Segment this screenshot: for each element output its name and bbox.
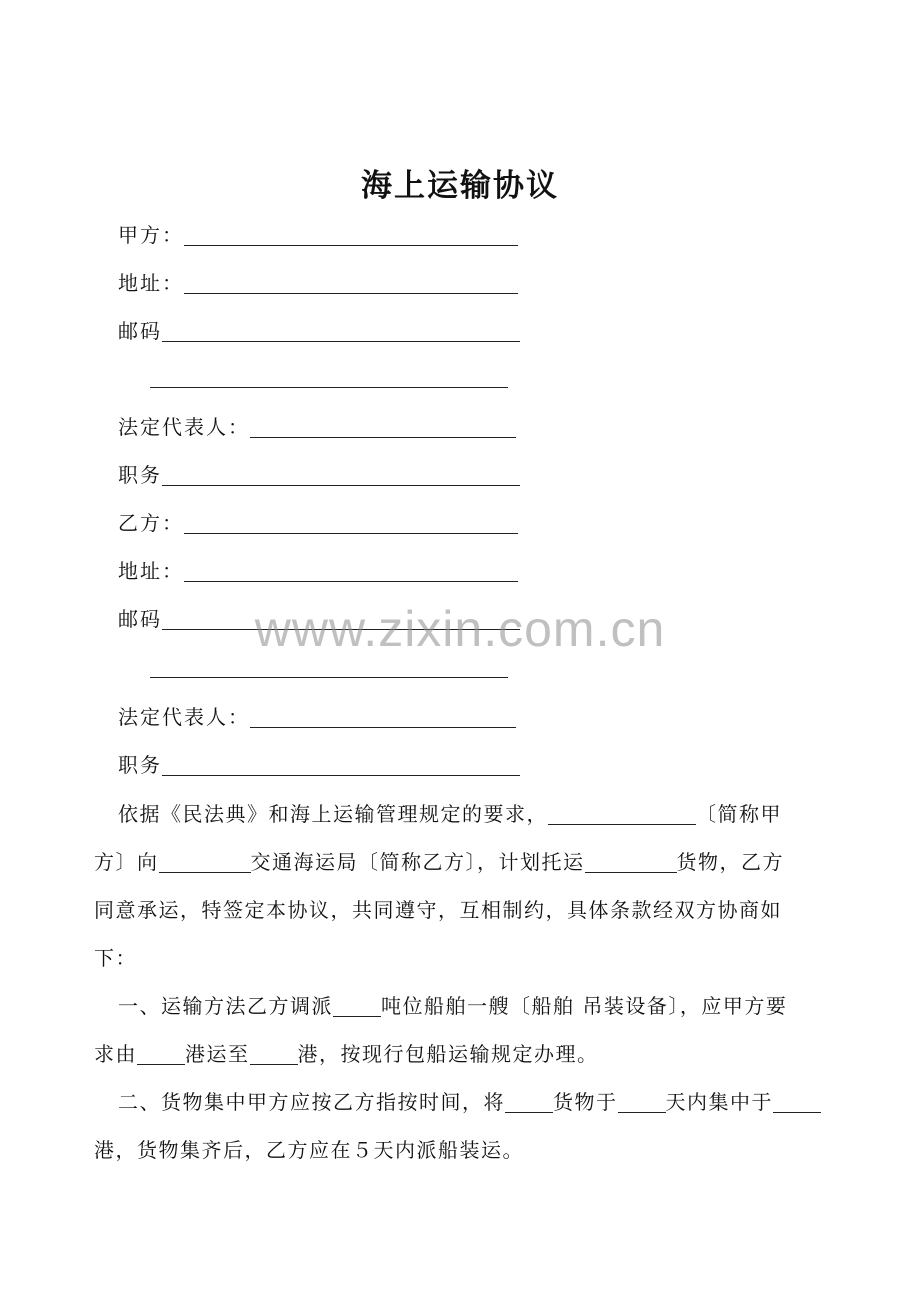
party-b-name-field [118, 506, 518, 540]
party-b-postcode-label: 邮码 [118, 607, 162, 631]
days-blank[interactable] [618, 1088, 666, 1113]
party-a-postcode-blank[interactable] [162, 315, 520, 342]
tonnage-blank[interactable] [333, 992, 381, 1017]
party-a-position-label: 职务 [118, 463, 162, 487]
party-b-address-field [118, 554, 518, 588]
party-b-position-blank[interactable] [162, 749, 520, 776]
clause-1-text-2a: 求由 [94, 1042, 137, 1066]
party-a-name-field [118, 218, 518, 252]
party-b-position-label: 职务 [118, 753, 162, 777]
party-b-rep-blank[interactable] [250, 701, 516, 728]
party-b-name-blank[interactable] [184, 507, 518, 534]
party-a-address-field [118, 266, 518, 300]
party-a-address-blank[interactable] [184, 267, 518, 294]
clause-1-text-2b: 港运至 [185, 1042, 250, 1066]
party-b-postcode-blank[interactable] [162, 603, 520, 630]
clause-1-text-1a: 一、运输方法乙方调派 [118, 994, 333, 1018]
party-a-short-name-blank[interactable] [548, 800, 696, 825]
origin-port-blank[interactable] [137, 1040, 185, 1065]
party-a-postcode-field [118, 314, 520, 348]
clause-1-line-2 [94, 1030, 840, 1078]
goods-blank[interactable] [505, 1088, 553, 1113]
party-a-name-blank[interactable] [184, 219, 518, 246]
destination-port-blank[interactable] [250, 1040, 298, 1065]
party-b-address-label: 地址： [118, 559, 184, 583]
party-a-rep-field [118, 410, 516, 444]
clause-2-text-1a: 二、货物集中甲方应按乙方指按时间，将 [118, 1090, 505, 1114]
party-a-position-field [118, 458, 520, 492]
cargo-name-blank[interactable] [585, 848, 677, 873]
intro-text-1a: 依据《民法典》和海上运输管理规定的要求， [118, 802, 548, 826]
intro-line-1 [94, 790, 840, 838]
clause-1-paragraph [94, 982, 840, 1078]
party-a-name-label: 甲方： [118, 223, 184, 247]
intro-line-2 [94, 838, 840, 886]
clause-1-line-1 [94, 982, 840, 1030]
watermark: www.zixin.com.cn [254, 601, 666, 657]
clause-2-line-2: 港，货物集齐后，乙方应在５天内派船装运。 [94, 1138, 524, 1162]
party-a-postcode-label: 邮码 [118, 319, 162, 343]
party-b-extra-blank[interactable] [150, 677, 508, 678]
document-title: 海上运输协议 [361, 168, 559, 204]
intro-text-2c: 货物，乙方 [676, 850, 784, 874]
clause-2-text-1b: 货物于 [553, 1090, 618, 1114]
intro-line-3: 同意承运，特签定本协议，共同遵守，互相制约，具体条款经双方协商如 [94, 898, 782, 922]
intro-text-2b: 交通海运局〔简称乙方〕，计划托运 [250, 850, 585, 874]
party-a-extra-blank[interactable] [150, 387, 508, 388]
party-b-postcode-field [118, 602, 520, 636]
clause-2-paragraph [94, 1078, 840, 1174]
party-b-rep-label: 法定代表人： [118, 705, 250, 729]
intro-text-2a: 方〕向 [94, 850, 159, 874]
intro-paragraph [94, 790, 840, 982]
clause-1-text-2c: 港，按现行包船运输规定办理。 [297, 1042, 599, 1066]
clause-2-line-1 [94, 1078, 840, 1126]
party-a-address-label: 地址： [118, 271, 184, 295]
bureau-name-blank[interactable] [159, 848, 251, 873]
party-a-rep-blank[interactable] [250, 411, 516, 438]
clause-1-text-1b: 吨位船舶一艘〔船舶 吊装设备〕，应甲方要 [381, 994, 788, 1018]
party-b-rep-field [118, 700, 516, 734]
gathering-port-blank[interactable] [773, 1088, 821, 1113]
party-a-rep-label: 法定代表人： [118, 415, 250, 439]
party-b-address-blank[interactable] [184, 555, 518, 582]
intro-line-4: 下： [94, 946, 137, 970]
party-a-position-blank[interactable] [162, 459, 520, 486]
party-b-name-label: 乙方： [118, 511, 184, 535]
clause-2-text-1c: 天内集中于 [665, 1090, 773, 1114]
intro-text-1b: 〔简称甲 [696, 802, 782, 826]
party-b-position-field [118, 748, 520, 782]
